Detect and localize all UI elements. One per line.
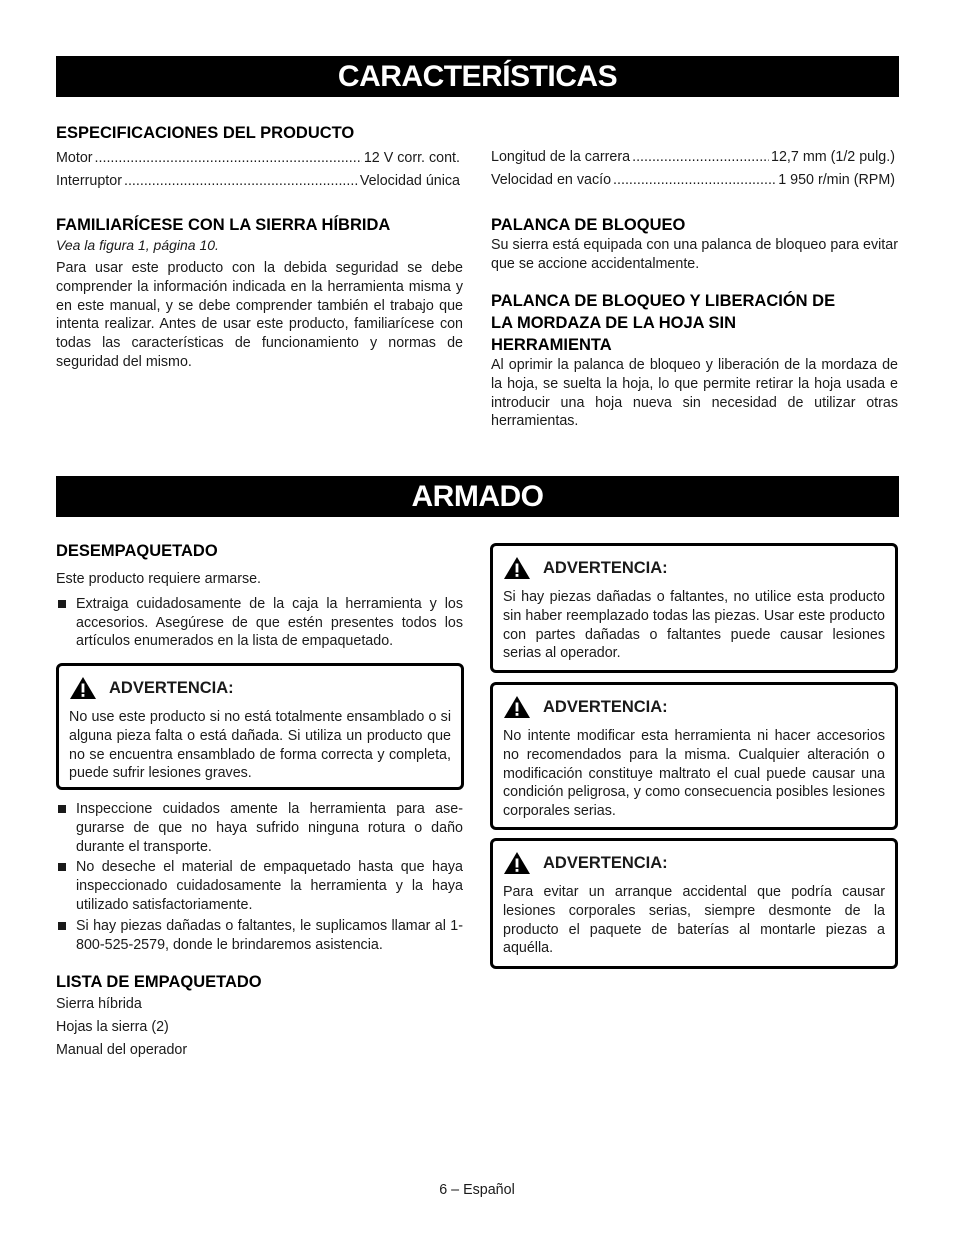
bullet-text: Si hay piezas dañadas o faltantes, le suplicamos llamar al 1-800-525-2579, donde le brindaremos asistencia. [76, 917, 463, 953]
list-item: Hojas la sierra (2) [56, 1019, 169, 1035]
page-number: 6 – Español [439, 1182, 515, 1198]
warning-text: Si hay piezas dañadas o faltantes, no utilice esta producto sin haber reemplazado todas las piezas. Usar este producto con partes dañadas o faltantes puede causar lesiones serias al operador. [503, 589, 885, 662]
bullet-text: Extraiga cuidadosamente de la caja la herramienta y los accesorios. Asegúrese de que estén presentes todos los artículos enumerados en la lista de empaquetado. [76, 595, 463, 650]
warning-header [503, 695, 885, 719]
unpacking-heading: DESEMPAQUETADO [56, 542, 218, 560]
unpacking-bullets-section [56, 800, 463, 956]
spec-label: Longitud de la carrera [491, 149, 631, 165]
spec-value: Velocidad única [359, 173, 460, 189]
warning-box [490, 682, 898, 830]
packing-list-heading: LISTA DE EMPAQUETADO [56, 973, 262, 991]
warning-triangle-icon [503, 556, 531, 580]
spec-label: Motor [56, 150, 93, 166]
spec-value: 1 950 r/min (RPM) [778, 172, 895, 188]
lock-release-section [491, 290, 898, 431]
warning-text: No intente modificar esta herramienta ni hacer accesorios no recomendados para la misma. Cualquier alteración o modificación constituye maltrato el cual puede causar una condición peligrosa, y como consecuencia posibles lesiones corporales serias. [503, 728, 885, 820]
spec-row-motor [56, 147, 460, 170]
unpacking-bullets-top [56, 595, 463, 651]
unpacking-bullets-bottom [56, 800, 463, 954]
square-bullet-icon [58, 922, 66, 930]
caracteristicas-banner: CARACTERÍSTICAS [56, 56, 899, 97]
armado-banner: ARMADO [56, 476, 899, 517]
spec-value: 12 V corr. cont. [363, 150, 460, 166]
warning-text: Para evitar un arranque accidental que podría causar lesiones corporales serias, siempre desmonte de la producto el paquete de baterías al montarle piezas a aquélla. [503, 884, 885, 957]
leader-dots [124, 170, 358, 193]
spec-row-stroke [491, 146, 895, 169]
lock-text: Su sierra está equipada con una palanca de bloqueo para evitar que se accione accidentalmente. [491, 237, 898, 272]
square-bullet-icon [58, 805, 66, 813]
familiarize-section [56, 214, 463, 372]
warning-triangle-icon [503, 695, 531, 719]
figure-reference: Vea la figura 1, página 10. [56, 237, 219, 253]
list-item [56, 917, 463, 955]
warning-title: ADVERTENCIA: [543, 697, 668, 716]
spec-label: Velocidad en vacío [491, 172, 612, 188]
list-item: Sierra híbrida [56, 996, 142, 1012]
lock-section [491, 214, 898, 274]
bullet-text: No deseche el material de empaquetado hasta que haya inspeccionado cuidadosamente la herramienta y la haya utilizado satisfactoriamente. [76, 859, 463, 913]
warning-title: ADVERTENCIA: [543, 853, 668, 872]
list-item [56, 858, 463, 914]
spec-row-speed [491, 169, 895, 192]
warning-title: ADVERTENCIA: [543, 558, 668, 577]
warning-text: No use este producto si no está totalmente ensamblado o si alguna pieza falta o está dañada. Si utiliza un producto que no se encuentra ensamblado de forma correcta y completa, puede sufrir lesiones graves. [69, 709, 451, 782]
list-item [56, 800, 463, 856]
warning-title: ADVERTENCIA: [109, 678, 234, 697]
warning-triangle-icon [69, 676, 97, 700]
leader-dots [632, 146, 769, 169]
warning-box [490, 838, 898, 969]
unpacking-section [56, 540, 463, 653]
spec-row-switch [56, 170, 460, 193]
unpacking-intro: Este producto requiere armarse. [56, 571, 262, 587]
lock-heading: PALANCA DE BLOQUEO [491, 216, 686, 234]
packing-list-section [56, 971, 463, 1062]
warning-header [503, 556, 885, 580]
warning-header [503, 851, 885, 875]
square-bullet-icon [58, 600, 66, 608]
leader-dots [613, 169, 776, 192]
bullet-text: Inspeccione cuidados amente la herramienta para ase-gurarse de que no haya sufrido ninguna rotura o daño durante el transporte. [76, 801, 463, 855]
spec-label: Interruptor [56, 173, 122, 189]
lock-release-text: Al oprimir la palanca de bloqueo y liberación de la mordaza de la hoja, se suelta la hoja, lo que permite retirar la hoja usada e introducir una hoja nueva sin necesidad de utilizar otras herramientas. [491, 357, 898, 430]
square-bullet-icon [58, 863, 66, 871]
warning-box [490, 543, 898, 673]
warning-triangle-icon [503, 851, 531, 875]
familiarize-heading: FAMILIARÍCESE CON LA SIERRA HÍBRIDA [56, 216, 391, 234]
list-item: Manual del operador [56, 1042, 188, 1058]
warning-box [56, 663, 464, 790]
spec-value: 12,7 mm (1/2 pulg.) [771, 149, 895, 165]
familiarize-text: Para usar este producto con la debida seguridad se debe comprender la información indicada en la herramienta misma y en este manual, y se debe comprender también el trabajo que intenta realizar. Antes de usar este producto, familiarícese con todas las características de funcionamiento y normas de seguridad del mismo. [56, 260, 463, 370]
specs-heading: ESPECIFICACIONES DEL PRODUCTO [56, 124, 355, 142]
lock-release-heading: PALANCA DE BLOQUEO Y LIBERACIÓN DE LA MORDAZA DE LA HOJA SIN HERRAMIENTA [491, 292, 836, 354]
specs-section [56, 122, 463, 193]
packing-list [56, 993, 463, 1062]
warning-header [69, 676, 451, 700]
specs-right [491, 146, 898, 192]
list-item [56, 595, 463, 651]
leader-dots [95, 147, 362, 170]
